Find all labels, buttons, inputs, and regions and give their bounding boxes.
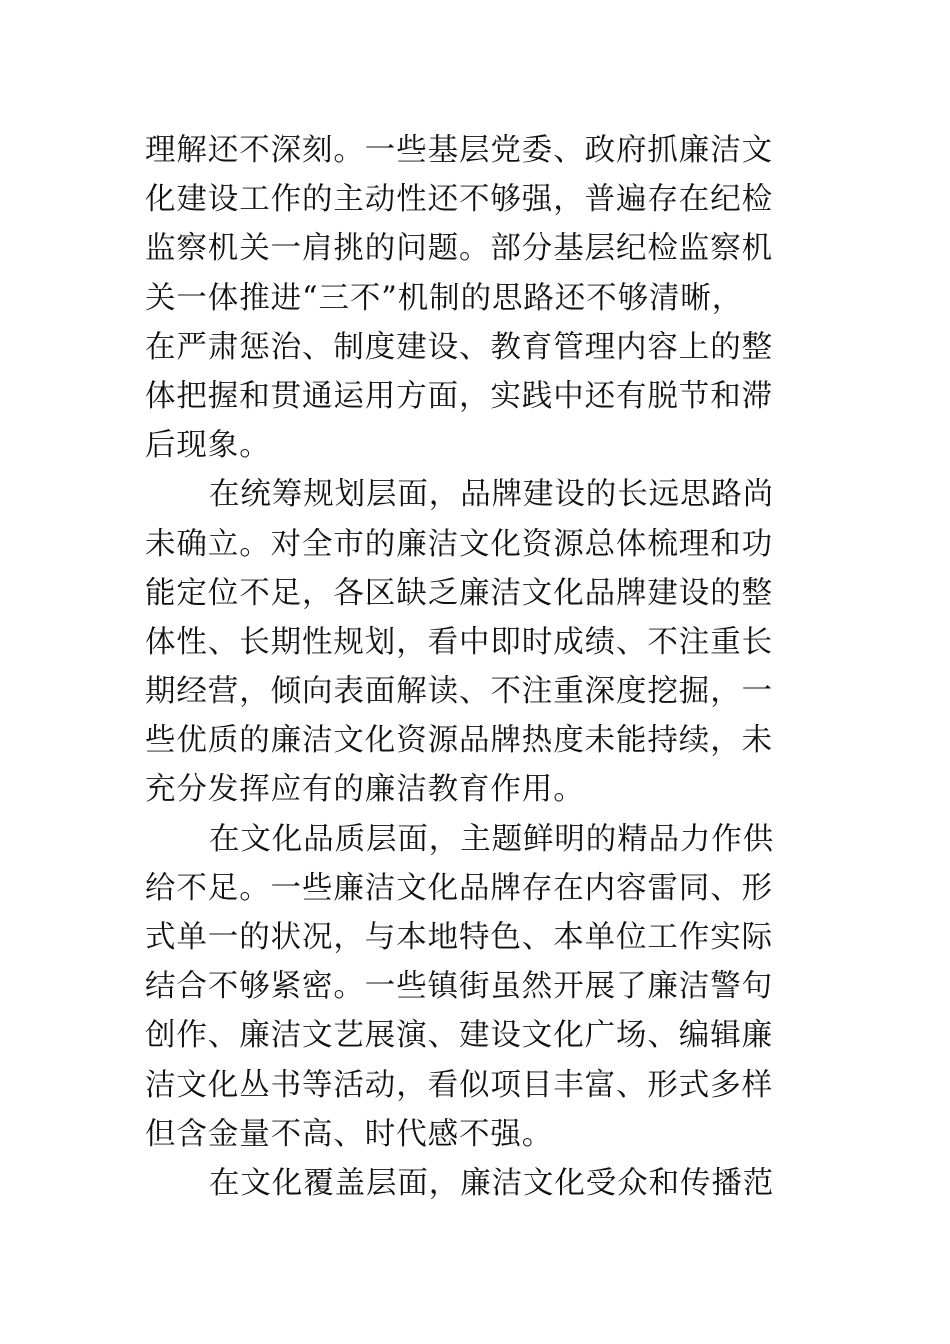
text-line: 体性、长期性规划，看中即时成绩、不注重长 bbox=[145, 624, 773, 660]
text-line: 能定位不足，各区缺乏廉洁文化品牌建设的整 bbox=[145, 575, 773, 611]
text-line: 监察机关一肩挑的问题。部分基层纪检监察机 bbox=[145, 231, 773, 267]
document-body-text bbox=[145, 126, 809, 1208]
text-line: 未确立。对全市的廉洁文化资源总体梳理和功 bbox=[145, 526, 773, 562]
paragraph-first-line: 在统筹规划层面，品牌建设的长远思路尚 bbox=[209, 477, 775, 513]
text-line: 给不足。一些廉洁文化品牌存在内容雷同、形 bbox=[145, 870, 773, 906]
text-line: 关一体推进“三不”机制的思路还不够清晰， bbox=[145, 280, 744, 316]
text-line: 体把握和贯通运用方面，实践中还有脱节和滞 bbox=[145, 378, 773, 414]
text-line: 后现象。 bbox=[145, 428, 271, 464]
text-line: 但含金量不高、时代感不强。 bbox=[145, 1116, 554, 1152]
text-line: 化建设工作的主动性还不够强，普遍存在纪检 bbox=[145, 182, 773, 218]
text-line: 式单一的状况，与本地特色、本单位工作实际 bbox=[145, 920, 773, 955]
paragraph-first-line: 在文化覆盖层面，廉洁文化受众和传播范 bbox=[209, 1165, 775, 1201]
text-line: 结合不够紧密。一些镇街虽然开展了廉洁警句 bbox=[145, 969, 773, 1005]
text-line: 充分发挥应有的廉洁教育作用。 bbox=[145, 772, 585, 808]
text-line: 创作、廉洁文艺展演、建设文化广场、编辑廉 bbox=[145, 1018, 773, 1054]
text-line: 期经营，倾向表面解读、不注重深度挖掘，一 bbox=[145, 674, 773, 710]
text-line: 些优质的廉洁文化资源品牌热度未能持续，未 bbox=[145, 723, 773, 759]
paragraph-first-line: 在文化品质层面，主题鲜明的精品力作供 bbox=[209, 821, 775, 857]
text-line: 洁文化丛书等活动，看似项目丰富、形式多样 bbox=[145, 1067, 773, 1103]
text-line: 理解还不深刻。一些基层党委、政府抓廉洁文 bbox=[145, 133, 773, 168]
text-line: 在严肃惩治、制度建设、教育管理内容上的整 bbox=[145, 329, 773, 365]
